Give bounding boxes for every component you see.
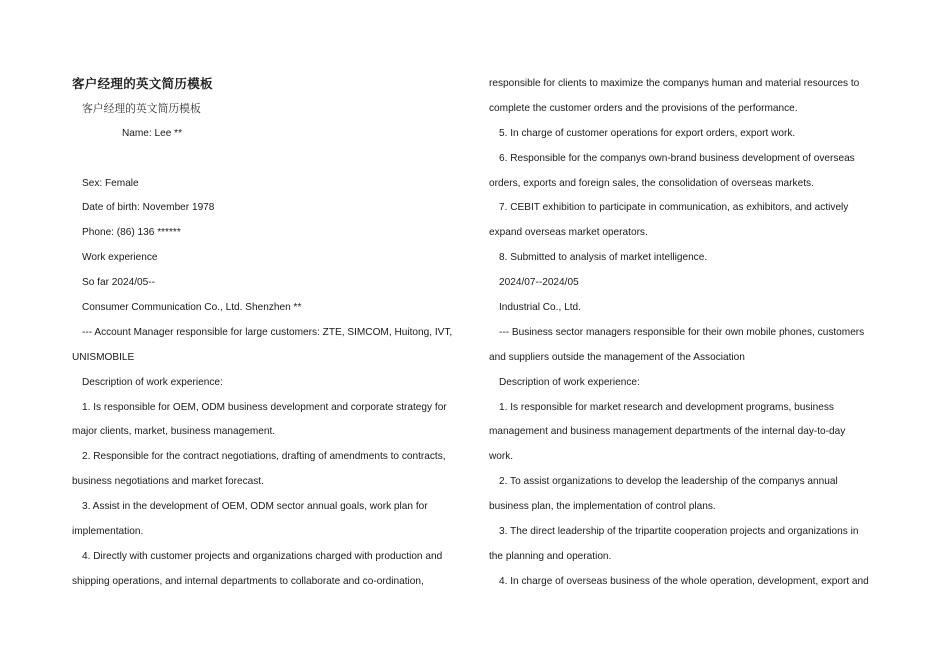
- text-line: 8. Submitted to analysis of market intelligence.: [499, 252, 708, 264]
- text-line: 6. Responsible for the companys own-brand business development of overseas: [499, 152, 855, 164]
- text-line: 3. The direct leadership of the tripartite cooperation projects and organizations in: [499, 526, 859, 538]
- text-line: shipping operations, and internal departments to collaborate and co-ordination,: [72, 575, 424, 587]
- document-title: 客户经理的英文简历模板: [72, 77, 213, 91]
- text-line: 2. Responsible for the contract negotiations, drafting of amendments to contracts,: [82, 451, 446, 463]
- text-line: UNISMOBILE: [72, 351, 135, 363]
- text-line: Name: Lee **: [122, 127, 183, 139]
- text-line: major clients, market, business management.: [72, 426, 276, 438]
- text-line: Description of work experience:: [82, 376, 223, 388]
- text-line: 1. Is responsible for OEM, ODM business development and corporate strategy for: [82, 401, 447, 413]
- text-line: Phone: (86) 136 ******: [82, 227, 181, 239]
- text-line: complete the customer orders and the provisions of the performance.: [489, 102, 798, 114]
- text-line: business plan, the implementation of control plans.: [489, 501, 716, 513]
- text-line: 2. To assist organizations to develop the leadership of the companys annual: [499, 476, 838, 488]
- text-line: Industrial Co., Ltd.: [499, 302, 581, 314]
- text-line: implementation.: [72, 526, 144, 538]
- text-line: 客户经理的英文简历模板: [82, 102, 201, 115]
- text-line: Sex: Female: [82, 177, 139, 189]
- text-line: and suppliers outside the management of the Association: [489, 351, 745, 363]
- text-line: Date of birth: November 1978: [82, 202, 215, 214]
- text-line: expand overseas market operators.: [489, 227, 648, 239]
- left-column: [72, 72, 462, 595]
- text-line: management and business management departments of the internal day-to-day: [489, 426, 846, 438]
- text-line: 4. In charge of overseas business of the whole operation, development, export and: [499, 575, 869, 587]
- text-line: So far 2024/05--: [82, 277, 155, 289]
- text-line: 7. CEBIT exhibition to participate in communication, as exhibitors, and actively: [499, 202, 849, 214]
- text-line: 3. Assist in the development of OEM, ODM sector annual goals, work plan for: [82, 501, 428, 513]
- text-line: responsible for clients to maximize the companys human and material resources to: [489, 78, 860, 89]
- text-line: [72, 147, 462, 172]
- text-line: Description of work experience:: [499, 376, 640, 388]
- text-line: work.: [489, 451, 514, 463]
- text-line: Work experience: [82, 252, 158, 264]
- text-line: 2024/07--2024/05: [499, 277, 579, 289]
- right-column: [489, 72, 879, 595]
- text-line: orders, exports and foreign sales, the consolidation of overseas markets.: [489, 177, 814, 189]
- text-line: the planning and operation.: [489, 550, 612, 562]
- text-line: --- Account Manager responsible for large customers: ZTE, SIMCOM, Huitong, IVT,: [82, 326, 453, 338]
- text-line: --- Business sector managers responsible for their own mobile phones, customers: [499, 326, 865, 338]
- text-line: 5. In charge of customer operations for export orders, export work.: [499, 127, 796, 139]
- text-line: business negotiations and market forecast.: [72, 476, 264, 488]
- text-line: 1. Is responsible for market research and development programs, business: [499, 401, 834, 413]
- text-line: Consumer Communication Co., Ltd. Shenzhen **: [82, 302, 302, 314]
- text-line: 4. Directly with customer projects and organizations charged with production and: [82, 550, 443, 562]
